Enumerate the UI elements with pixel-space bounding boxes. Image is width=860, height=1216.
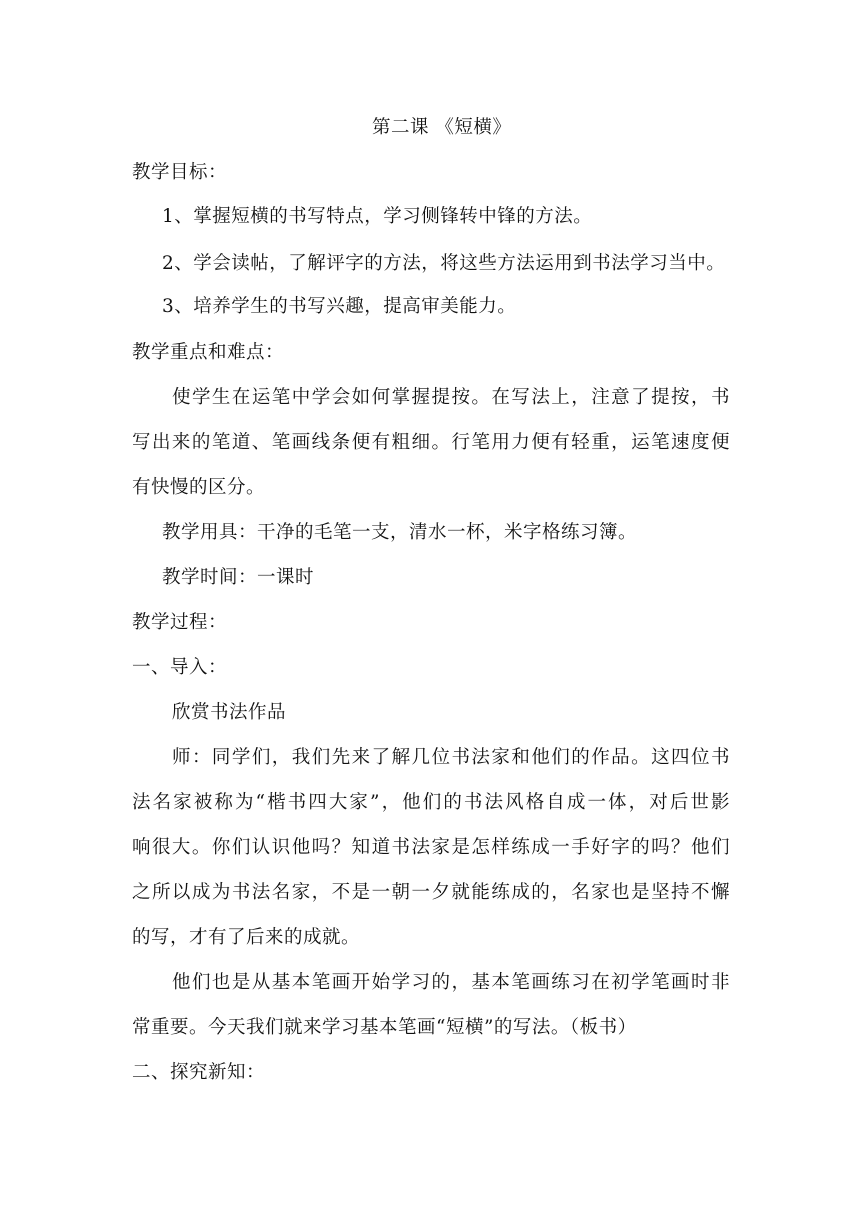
process-heading: 教学过程： — [132, 612, 228, 633]
objective-item: 3、培养学生的书写兴趣，提高审美能力。 — [162, 296, 517, 317]
keypoints-line: 有快慢的区分。 — [132, 477, 266, 498]
basic-line: 他们也是从基本笔画开始学习的，基本笔画练习在初学笔画时非 — [172, 972, 730, 993]
teacher-line: 响很大。你们认识他吗？知道书法家是怎样练成一手好字的吗？他们 — [132, 837, 730, 858]
teacher-line: 的写，才有了后来的成就。 — [132, 927, 361, 948]
keypoints-heading: 教学重点和难点： — [132, 342, 285, 363]
teacher-line: 师：同学们，我们先来了解几位书法家和他们的作品。这四位书 — [172, 747, 730, 768]
appreciate-line: 欣赏书法作品 — [172, 702, 287, 723]
keypoints-line: 写出来的笔道、笔画线条便有粗细。行笔用力便有轻重，运笔速度便 — [132, 432, 730, 453]
objective-item: 2、学会读帖，了解评字的方法，将这些方法运用到书法学习当中。 — [162, 253, 726, 274]
teacher-line: 法名家被称为“楷书四大家”，他们的书法风格自成一体，对后世影 — [132, 792, 730, 813]
objectives-heading: 教学目标： — [132, 162, 228, 183]
section2-heading: 二、探究新知： — [132, 1062, 266, 1083]
section1-heading: 一、导入： — [132, 657, 228, 678]
time-line: 教学时间：一课时 — [162, 567, 315, 588]
teacher-line: 之所以成为书法名家，不是一朝一夕就能练成的，名家也是坚持不懈 — [132, 882, 730, 903]
basic-line: 常重要。今天我们就来学习基本笔画“短横”的写法。（板书） — [132, 1017, 637, 1038]
lesson-title: 第二课 《短横》 — [372, 117, 512, 138]
objective-item: 1、掌握短横的书写特点，学习侧锋转中锋的方法。 — [162, 206, 593, 227]
tools-line: 教学用具：干净的毛笔一支，清水一杯，米字格练习簿。 — [162, 522, 638, 543]
keypoints-line: 使学生在运笔中学会如何掌握提按。在写法上，注意了提按，书 — [172, 387, 730, 408]
